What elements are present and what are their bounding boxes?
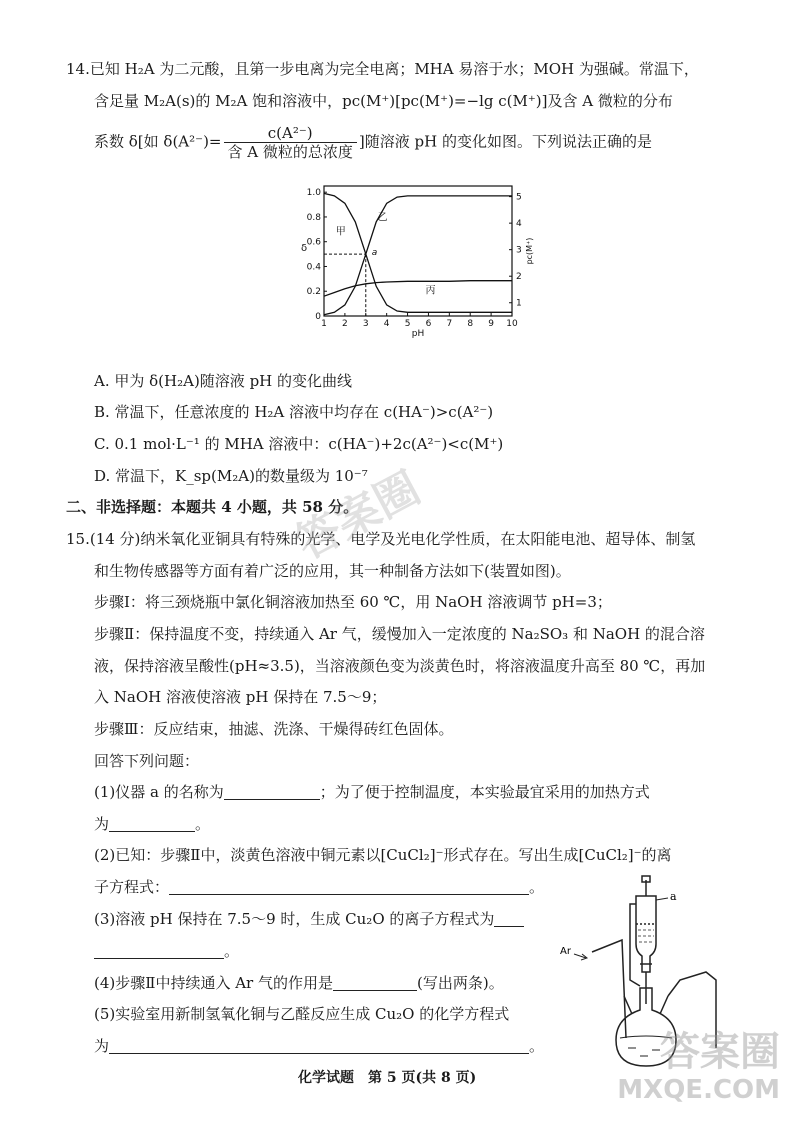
y-right-tick-label: 1 bbox=[516, 298, 522, 309]
funnel-liquid bbox=[638, 930, 654, 942]
apparatus-label-ar: Ar bbox=[560, 946, 571, 957]
q15-part-5-a: (5)实验室用新制氢氧化铜与乙醛反应生成 Cu₂O 的化学方程式 bbox=[94, 1005, 510, 1023]
q15-part-2-a: (2)已知：步骤Ⅱ中，淡黄色溶液中铜元素以[CuCl₂]⁻形式存在。写出生成[CuCl₂]⁻的离 bbox=[94, 846, 672, 864]
q15-step-2-a: 步骤Ⅱ：保持温度不变，持续通入 Ar 气，缓慢加入一定浓度的 Na₂SO₃ 和 NaOH 的混合溶 bbox=[94, 625, 705, 643]
q14-line-1: 14.已知 H₂A 为二元酸，且第一步电离为完全电离；MHA 易溶于水；MOH 为强碱。常温下， bbox=[66, 60, 699, 78]
y-right-tick-label: 5 bbox=[516, 192, 522, 203]
answer-blank-3[interactable] bbox=[169, 878, 529, 895]
y-left-tick-label: 0.6 bbox=[306, 237, 321, 248]
y-left-axis-label: δ bbox=[300, 243, 308, 254]
y-left-tick-label: 0 bbox=[315, 312, 321, 322]
q15-step-2-c: 入 NaOH 溶液使溶液 pH 保持在 7.5～9； bbox=[94, 688, 387, 706]
q15-part-5-b bbox=[94, 1035, 544, 1057]
answer-blank-7[interactable] bbox=[109, 1037, 529, 1054]
q15-part-2-b bbox=[94, 876, 544, 898]
series-line-1 bbox=[324, 193, 512, 312]
y-left-tick-label: 0.4 bbox=[306, 262, 321, 273]
part-4-post: (写出两条)。 bbox=[416, 974, 504, 992]
y-right-tick-label: 4 bbox=[516, 219, 522, 230]
y-left-tick-label: 0.8 bbox=[306, 212, 321, 223]
q15-step-3: 步骤Ⅲ：反应结束，抽滤、洗涤、干燥得砖红色固体。 bbox=[94, 720, 454, 738]
q14-line-3-post: ]随溶液 pH 的变化如图。下列说法正确的是 bbox=[358, 132, 652, 151]
x-tick-label: 10 bbox=[506, 319, 518, 329]
plot-frame bbox=[324, 186, 512, 316]
q14-option-a: A. 甲为 δ(H₂A)随溶液 pH 的变化曲线 bbox=[94, 372, 353, 390]
answer-blank-6[interactable] bbox=[333, 974, 417, 991]
answer-blank-2[interactable] bbox=[109, 815, 195, 832]
q15-part-3-a bbox=[94, 908, 524, 930]
answer-blank-4[interactable] bbox=[494, 910, 524, 927]
x-axis-label: pH bbox=[411, 329, 425, 339]
q15-part-1-b bbox=[94, 813, 210, 835]
part-3-b-post: 。 bbox=[224, 942, 240, 960]
answer-blank-5[interactable] bbox=[94, 942, 224, 959]
y-right-tick-label: 2 bbox=[516, 272, 522, 283]
pressure-equalizing-tube bbox=[630, 904, 640, 986]
x-tick-label: 4 bbox=[383, 319, 390, 329]
q15-intro-2: 和生物传感器等方面有着广泛的应用，其一种制备方法如下(装置如图)。 bbox=[94, 562, 571, 580]
series-label-2: 乙 bbox=[377, 212, 388, 224]
series-label-1: 甲 bbox=[335, 226, 346, 238]
part-3-a-pre: (3)溶液 pH 保持在 7.5～9 时，生成 Cu₂O 的离子方程式为 bbox=[94, 910, 495, 928]
q15-step-1: 步骤Ⅰ：将三颈烧瓶中氯化铜溶液加热至 60 ℃，用 NaOH 溶液调节 pH=3； bbox=[94, 593, 612, 611]
y-left-tick-label: 0.2 bbox=[306, 287, 321, 298]
y-left-tick-label: 1.0 bbox=[306, 188, 321, 199]
series-label-3: 丙 bbox=[425, 285, 436, 297]
section-2-heading: 二、非选择题：本题共 4 小题，共 58 分。 bbox=[66, 498, 359, 516]
series-line-3 bbox=[324, 281, 512, 297]
x-tick-label: 2 bbox=[342, 319, 348, 329]
q14-line-3-pre: 系数 δ[如 δ(A²⁻)= bbox=[94, 132, 222, 151]
q14-line-3 bbox=[94, 124, 652, 161]
page-footer: 化学试题 第 5 页(共 8 页) bbox=[298, 1070, 477, 1086]
q15-answer-prompt: 回答下列问题： bbox=[94, 752, 200, 770]
fraction-denominator: 含 A 微粒的总浓度 bbox=[227, 143, 353, 161]
x-tick-label: 8 bbox=[467, 319, 474, 329]
bottom-watermark-cn: 答案圈 bbox=[660, 1029, 780, 1075]
part-1-b-pre: 为 bbox=[94, 815, 110, 833]
label-a-pointer bbox=[656, 898, 668, 900]
q15-intro-1: 15.(14 分)纳米氧化亚铜具有特殊的光学、电学及光电化学性质，在太阳能电池、超导体、制氢 bbox=[66, 530, 696, 548]
part-2-b-pre: 子方程式： bbox=[94, 878, 170, 896]
q14-option-d: D. 常温下，K_sp(M₂A)的数量级为 10⁻⁷ bbox=[94, 467, 368, 485]
x-tick-label: 3 bbox=[362, 319, 369, 329]
bottom-watermark bbox=[617, 1029, 780, 1105]
part-1-a-pre: (1)仪器 a 的名称为 bbox=[94, 783, 224, 801]
fraction-numerator: c(A²⁻) bbox=[224, 124, 357, 143]
x-tick-label: 9 bbox=[488, 319, 494, 329]
part-5-b-post: 。 bbox=[529, 1037, 545, 1055]
q15-part-4 bbox=[94, 972, 504, 994]
part-1-b-post: 。 bbox=[195, 815, 211, 833]
q14-line-2: 含足量 M₂A(s)的 M₂A 饱和溶液中，pc(M⁺)[pc(M⁺)=−lg c(M⁺)]及含 A 微粒的分布 bbox=[94, 92, 673, 110]
x-tick-label: 5 bbox=[404, 319, 411, 329]
distribution-chart bbox=[296, 176, 536, 348]
part-5-b-pre: 为 bbox=[94, 1037, 110, 1055]
q14-option-c: C. 0.1 mol·L⁻¹ 的 MHA 溶液中：c(HA⁻)+2c(A²⁻)<c(M⁺) bbox=[94, 435, 504, 453]
bottom-watermark-en: MXQE.COM bbox=[617, 1075, 780, 1105]
answer-blank-1[interactable] bbox=[224, 783, 320, 800]
x-tick-label: 7 bbox=[446, 319, 453, 329]
distribution-fraction bbox=[224, 124, 357, 161]
y-right-axis-label: pc(M⁺) bbox=[525, 237, 534, 265]
center-watermark: 答案圈 bbox=[287, 462, 429, 570]
q15-part-3-b bbox=[94, 940, 239, 962]
x-tick-label: 6 bbox=[425, 319, 432, 329]
apparatus-label-a: a bbox=[670, 890, 677, 903]
series-line-2 bbox=[324, 196, 512, 315]
point-a-label: a bbox=[371, 248, 378, 259]
q15-part-1-a bbox=[94, 781, 650, 803]
q14-option-b: B. 常温下，任意浓度的 H₂A 溶液中均存在 c(HA⁻)>c(A²⁻) bbox=[94, 403, 494, 421]
part-1-a-post: ；为了便于控制温度，本实验最宜采用的加热方式 bbox=[319, 783, 650, 801]
part-2-b-post: 。 bbox=[529, 878, 545, 896]
x-tick-label: 1 bbox=[321, 319, 327, 329]
q15-step-2-b: 液，保持溶液呈酸性(pH≈3.5)，当溶液颜色变为淡黄色时，将溶液温度升高至 80 ℃，再加 bbox=[94, 657, 706, 675]
part-4-pre: (4)步骤Ⅱ中持续通入 Ar 气的作用是 bbox=[94, 974, 333, 992]
dropping-funnel bbox=[636, 896, 656, 972]
y-right-tick-label: 3 bbox=[516, 245, 522, 256]
